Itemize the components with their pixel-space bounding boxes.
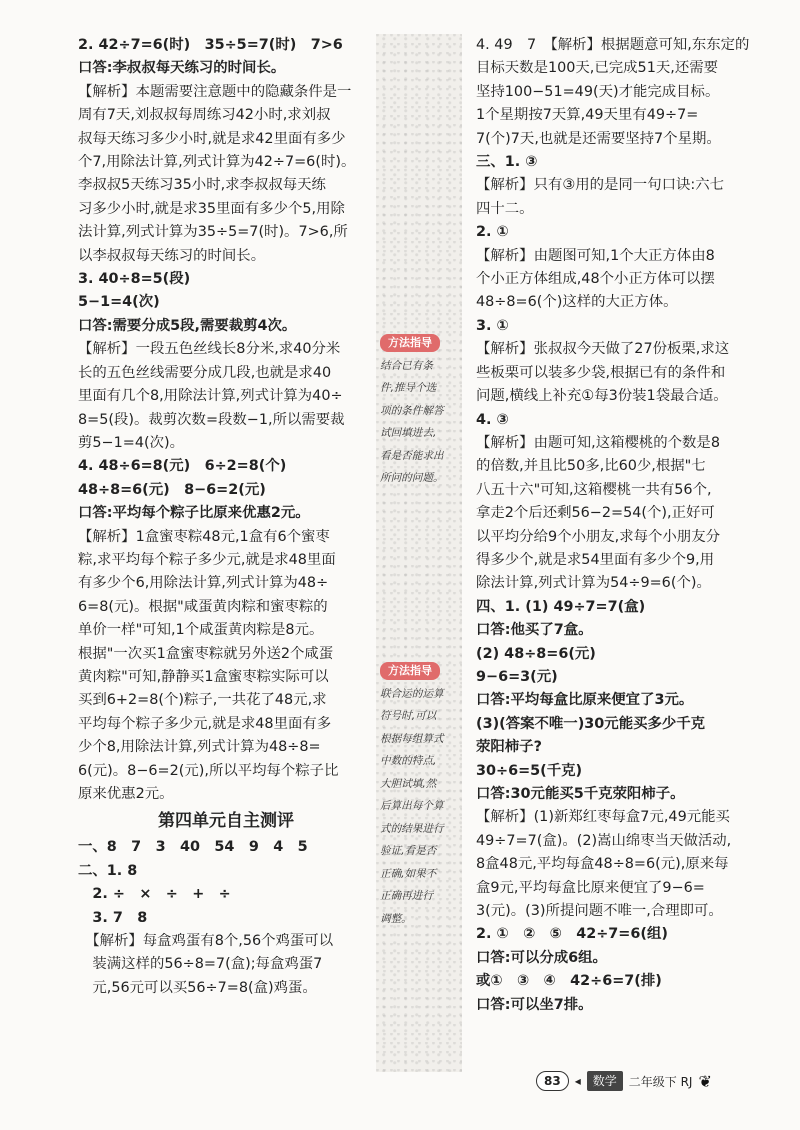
text-line: 二、1. 8 (78, 862, 138, 879)
text-line: 有多少个6,用除法计算,列式计算为48÷ (78, 575, 329, 592)
text-line: 以平均分给9个小朋友,求每个小朋友分 (476, 528, 720, 545)
text-line: 6=8(元)。根据"咸蛋黄肉粽和蜜枣粽的 (78, 598, 328, 615)
text-line: 3. ① (476, 317, 509, 334)
text-line: 口答:可以坐7排。 (476, 996, 593, 1013)
text-line: 原来优惠2元。 (78, 786, 174, 802)
right-column (476, 34, 760, 1017)
text-line: 以李叔叔每天练习的时间长。 (78, 247, 266, 264)
text-line: 单价一样"可知,1个咸蛋黄肉粽是8元。 (78, 622, 324, 639)
text-line: 装满这样的56÷8=7(盒);每盒鸡蛋7 (78, 956, 323, 973)
text-line: 口答:可以分成6组。 (476, 949, 607, 966)
method-tip-2 (380, 660, 458, 930)
text-line: 4. ③ (476, 411, 509, 428)
text-line: 7(个)7天,也就是还需要坚持7个星期。 (476, 130, 721, 147)
tip-line: 式的结果进行 (380, 822, 444, 835)
text-line: 【解析】张叔叔今天做了27份板栗,求这 (476, 341, 730, 358)
tip-title: 方法指导 (380, 334, 440, 352)
tip-line: 件,推导个选 (380, 382, 437, 394)
text-line: 一、8 7 3 40 54 9 4 5 (78, 839, 308, 856)
maple-leaf-icon: ❦ (698, 1071, 712, 1091)
text-line: 口答:他买了7盒。 (476, 622, 593, 639)
text-line: 3. 40÷8=5(段) (78, 271, 191, 288)
text-line: 剪5−1=4(次)。 (78, 434, 184, 451)
text-line: 30÷6=5(千克) (476, 762, 583, 779)
method-tip-1 (380, 332, 458, 490)
text-line: 49÷7=7(盒)。(2)嵩山绵枣当天做活动, (476, 832, 732, 849)
text-line: 得多少个,就是求54里面有多少个9,用 (476, 551, 715, 568)
text-line: 法计算,列式计算为35÷5=7(时)。7>6,所 (78, 224, 348, 241)
text-line: 【解析】只有③用的是同一句口诀:六七 (476, 177, 725, 194)
text-line: 口答:需要分成5段,需要裁剪4次。 (78, 317, 297, 334)
text-line: 【解析】本题需要注意题中的隐藏条件是一 (78, 83, 352, 100)
tip-line: 符号时,可以 (380, 710, 437, 722)
arrow-left-icon: ◂ (574, 1074, 581, 1088)
text-line: 个7,用除法计算,列式计算为42÷7=6(时)。 (78, 154, 356, 171)
text-line: 【解析】由题可知,这箱樱桃的个数是8 (476, 434, 720, 451)
text-line: 的倍数,并且比50多,比60少,根据"七 (476, 458, 706, 475)
page-number: 83 (536, 1071, 569, 1091)
text-line: 四十二。 (476, 200, 534, 217)
tip-line: 试回填进去, (380, 427, 437, 439)
text-line: 2. ① (476, 224, 509, 241)
text-line: (2) 48÷8=6(元) (476, 645, 596, 662)
text-line: 坚持100−51=49(天)才能完成目标。 (476, 83, 720, 100)
text-line: 3. 7 8 (78, 909, 148, 926)
text-line: 5−1=4(次) (78, 294, 160, 311)
tip-line: 结合已有条 (380, 359, 433, 372)
text-line: 或① ③ ④ 42÷6=7(排) (476, 973, 662, 990)
text-line: 叔每天练习多少小时,就是求42里面有多少 (78, 130, 346, 147)
text-line: 2. 42÷7=6(时) 35÷5=7(时) 7>6 (78, 37, 343, 53)
tip-line: 根据每组算式 (380, 732, 444, 745)
text-line: 口答:平均每个粽子比原来优惠2元。 (78, 505, 310, 522)
text-line: 拿走2个后还剩56−2=54(个),正好可 (476, 505, 715, 522)
text-line: 2. ① ② ⑤ 42÷7=6(组) (476, 926, 668, 943)
text-line: 里面有几个8,用除法计算,列式计算为40÷ (78, 388, 343, 405)
text-line: 粽,求平均每个粽子多少元,就是求48里面 (78, 551, 336, 568)
text-line: 些板栗可以装多少袋,根据已有的条件和 (476, 364, 726, 381)
text-line: 荥阳柿子? (476, 739, 542, 756)
text-line: 口答:平均每盒比原来便宜了3元。 (476, 692, 694, 709)
text-line: 八五十六"可知,这箱樱桃一共有56个, (476, 481, 712, 498)
text-line: 1个星期按7天算,49天里有49÷7= (476, 107, 699, 124)
tip-line: 看是否能求出 (380, 449, 444, 462)
page-footer (536, 1068, 766, 1094)
text-line: 8=5(段)。裁剪次数=段数−1,所以需要裁 (78, 411, 345, 428)
text-line: (3)(答案不唯一)30元能买多少千克 (476, 715, 706, 732)
text-line: 黄肉粽"可知,静静买1盒蜜枣粽实际可以 (78, 668, 329, 685)
tip-line: 正确再进行 (380, 890, 433, 902)
text-line: 三、1. ③ (476, 154, 538, 171)
text-line: 3(元)。(3)所提问题不唯一,合理即可。 (476, 903, 723, 920)
unit-title: 第四单元自主测评 (158, 811, 294, 832)
subject-label: 数学 (587, 1071, 623, 1091)
text-line: 个小正方体组成,48个小正方体可以摆 (476, 271, 715, 288)
text-line: 元,56元可以买56÷7=8(盒)鸡蛋。 (78, 979, 317, 996)
tip-line: 所问的问题。 (380, 472, 444, 484)
tip-title: 方法指导 (380, 662, 440, 680)
text-line: 盒9元,平均每盒比原来便宜了9−6= (476, 879, 705, 896)
text-line: 48÷8=6(元) 8−6=2(元) (78, 481, 266, 498)
tip-line: 验证,看是否 (380, 845, 437, 857)
text-line: 【解析】由题图可知,1个大正方体由8 (476, 247, 715, 264)
text-line: 2. ÷ × ÷ + ÷ (78, 886, 231, 903)
text-line: 除法计算,列式计算为54÷9=6(个)。 (476, 575, 711, 592)
tip-line: 联合运的运算 (380, 687, 444, 700)
text-line: 【解析】一段五色丝线长8分米,求40分米 (78, 341, 341, 358)
text-line: 【解析】(1)新郑红枣每盒7元,49元能买 (476, 809, 730, 826)
tips-sidebar (376, 34, 462, 1072)
text-line: 长的五色丝线需要分成几段,也就是求40 (78, 364, 332, 381)
text-line: 4. 49 7 【解析】根据题意可知,东东定的 (476, 37, 750, 53)
text-line: 少个8,用除法计算,列式计算为48÷8= (78, 739, 321, 756)
grade-label: 二年级下 RJ (628, 1074, 693, 1089)
text-line: 口答:30元能买5千克荥阳柿子。 (476, 786, 685, 802)
tip-line: 大胆试填,然 (380, 777, 437, 790)
text-line: 李叔叔5天练习35小时,求李叔叔每天练 (78, 177, 326, 194)
text-line: 周有7天,刘叔叔每周练习42小时,求刘叔 (78, 107, 331, 124)
text-line: 平均每个粽子多少元,就是求48里面有多 (78, 715, 332, 732)
text-line: 问题,横线上补充①每3份装1袋最合适。 (476, 388, 728, 405)
text-line: 四、1. (1) 49÷7=7(盒) (476, 598, 646, 615)
text-line: 9−6=3(元) (476, 668, 558, 685)
text-line: 买到6+2=8(个)粽子,一共花了48元,求 (78, 692, 327, 709)
tip-line: 项的条件解答 (380, 404, 444, 417)
text-line: 目标天数是100天,已完成51天,还需要 (476, 60, 719, 77)
text-line: 4. 48÷6=8(元) 6÷2=8(个) (78, 458, 287, 475)
text-line: 习多少小时,就是求35里面有多少个5,用除 (78, 200, 345, 217)
text-line: 【解析】每盒鸡蛋有8个,56个鸡蛋可以 (78, 933, 334, 950)
text-line: 口答:李叔叔每天练习的时间长。 (78, 60, 286, 77)
tip-line: 调整。 (380, 912, 412, 925)
left-column (78, 34, 374, 1000)
text-line: 【解析】1盒蜜枣粽48元,1盒有6个蜜枣 (78, 528, 330, 545)
tip-line: 正确,如果不 (380, 867, 437, 880)
tip-line: 后算出每个算 (380, 800, 444, 812)
text-line: 8盒48元,平均每盒48÷8=6(元),原来每 (476, 856, 729, 873)
text-line: 6(元)。8−6=2(元),所以平均每个粽子比 (78, 762, 339, 779)
text-line: 48÷8=6(个)这样的大正方体。 (476, 294, 678, 311)
tip-line: 中数的特点, (380, 755, 437, 767)
text-line: 根据"一次买1盒蜜枣粽就另外送2个咸蛋 (78, 645, 334, 662)
